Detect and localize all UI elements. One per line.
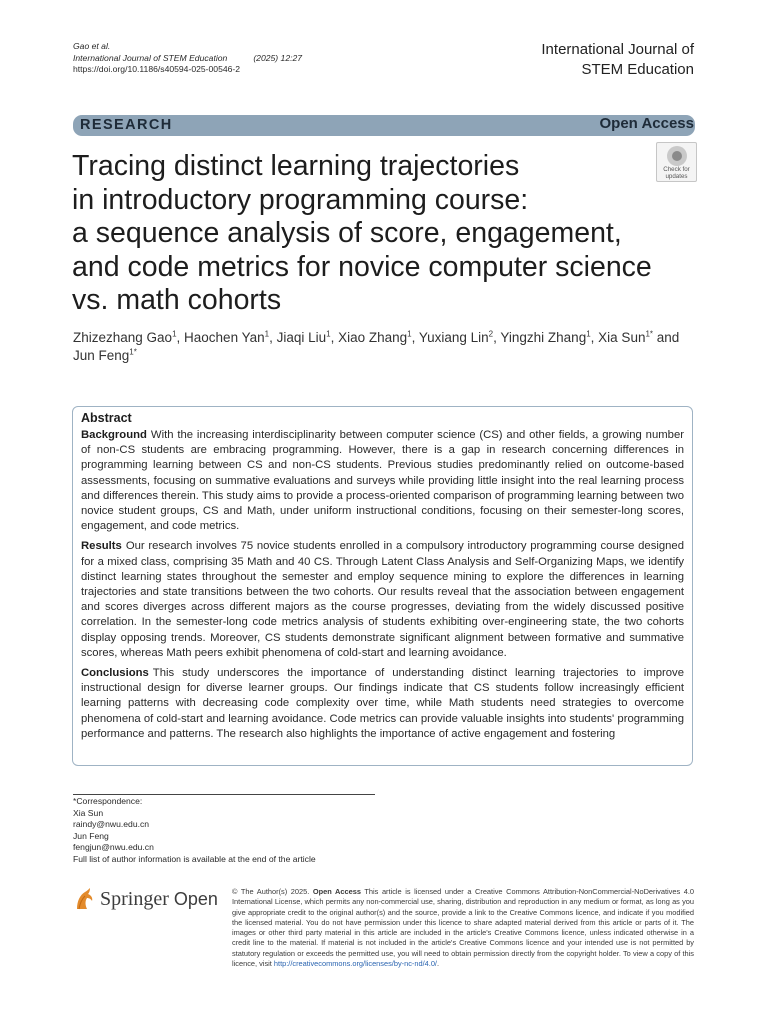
license-link[interactable]: http://creativecommons.org/licenses/by-nc-nd/4.0/ — [273, 959, 437, 969]
email-link[interactable]: fengjun@nwu.edu.cn — [73, 842, 154, 853]
author-name[interactable]: Haochen Yan — [184, 330, 265, 345]
title-line: vs. math cohorts — [72, 284, 282, 317]
correspondence-block: *Correspondence: Xia Sun raindy@nwu.edu.cn Jun Feng fengjun@nwu.edu.cn Full list of author information is available at the end of the article — [73, 796, 316, 864]
article-type-label: RESEARCH — [80, 117, 173, 133]
author-name[interactable]: Jiaqi Liu — [276, 330, 327, 345]
abstract-heading: Abstract — [81, 411, 132, 425]
title-line: in introductory programming course: — [72, 183, 529, 216]
title-line: Tracing distinct learning trajectories — [72, 150, 520, 182]
title-line: and code metrics for novice computer science — [72, 250, 652, 283]
footnote-divider — [73, 794, 375, 795]
author-short: Gao et al. — [73, 41, 111, 51]
author-name[interactable]: Yingzhi Zhang — [500, 330, 587, 345]
author-list: Zhizezhang Gao$^1$, Haochen Yan$^1$, Jiaqi Liu$^1$, Xiao Zhang$^1$, Yuxiang Lin$^2$, Yingzhi Zhang$^1$, Xia Sun$^{1*}$ and Jun Feng$^{1*}$ — [73, 329, 680, 363]
abstract-background: Background With the increasing interdisciplinarity between computer science (CS) and other fields, a growing number of non-CS students are embracing programming. However, there is a gap in research concerning differences in programming learning between CS and non-CS students. Previous studies predominantly relied on outcome-based assessments, focusing on summative evaluations and surveys while providing little insight into the real learning process and differences therein. This study aims to provide a process-oriented comparison of programming learning between two novice student groups, CS and Math, under uniform instructional conditions, focusing on their semester-long scores, engagement, and code metrics. — [81, 429, 684, 533]
article-title — [72, 150, 672, 318]
abstract-box — [72, 406, 693, 766]
author-name[interactable]: Xiao Zhang — [338, 330, 408, 345]
citation-line: International Journal of STEM Education (2025) 12:27 — [73, 52, 303, 63]
journal-name: International Journal of STEM Education — [541, 41, 694, 78]
author-name[interactable]: Zhizezhang Gao — [73, 330, 173, 345]
abstract-results: Results Our research involves 75 novice students enrolled in a compulsory introductory programming course designed for a mixed class, comprising 35 Math and 40 CS. Through Latent Class Analysis and Self-Organizing Maps, we identify distinct learning states throughout the semester and employ sequence mining to explore the differences in learning trajectories and state transitions between the two cohorts. Our results reveal that the association between engagement and scores diverges across different majors as the course progresses, deviating from the widely discussed positive correlation. In the semester-long code metrics analysis of students exhibiting over-engineering state, the two cohorts display opposing trends. Moreover, CS students demonstrate significant alignment between formative and summative scores, whereas Math peers exhibit phenomena of cold-start and learning avoidance. — [81, 540, 684, 659]
author-name[interactable]: Jun Feng — [73, 347, 130, 363]
abstract-conclusions: Conclusions This study underscores the importance of understanding distinct learning trajectories to improve instructional design for diverse learner groups. Our findings indicate that CS students follow increasingly efficient learning patterns with decreasing code complexity over time, while Math students need strategies to overcome phenomena of cold-start and learning avoidance. Code metrics can provide valuable insights into students' programming performance and patterns. The research also highlights the importance of active engagement and fostering — [81, 667, 684, 740]
running-header — [73, 41, 302, 76]
check-updates-label: Check for updates — [663, 166, 690, 180]
email-link[interactable]: raindy@nwu.edu.cn — [73, 819, 150, 830]
springer-open-logo — [73, 887, 218, 911]
publisher-name: Springer — [100, 887, 169, 910]
publisher-suffix: Open — [173, 888, 218, 909]
license-text: © The Author(s) 2025. Open Access This article is licensed under a Creative Commons Attribution-NonCommercial-NoDerivatives 4.0 International License, which permits any non-commercial use, sharing, distribution and reproduction in any medium or format, as long as you give appropriate credit to the original author(s) and the source, provide a link to the Creative Commons licence, and indicate if you modified the licensed material. You do not have permission under this licence to share adapted material derived from this article or parts of it. The images or other third party material in this article are included in the article's Creative Commons licence, unless indicated otherwise in a credit line to the material. If material is not included in the article's Creative Commons licence and your intended use is not permitted by statutory regulation or exceeds the permitted use, you will need to obtain permission directly from the copyright holder. To view a copy of this licence, visit http://creativecommons.org/licenses/by-nc-nd/4.0/. — [232, 887, 695, 969]
doi-link[interactable]: https://doi.org/10.1186/s40594-025-00546-2 — [73, 64, 241, 75]
springer-horse-icon — [73, 887, 95, 911]
title-line: a sequence analysis of score, engagement, — [72, 217, 622, 250]
open-access-label: Open Access — [599, 115, 694, 132]
author-name[interactable]: Xia Sun — [598, 330, 646, 345]
author-name[interactable]: Yuxiang Lin — [418, 330, 489, 345]
